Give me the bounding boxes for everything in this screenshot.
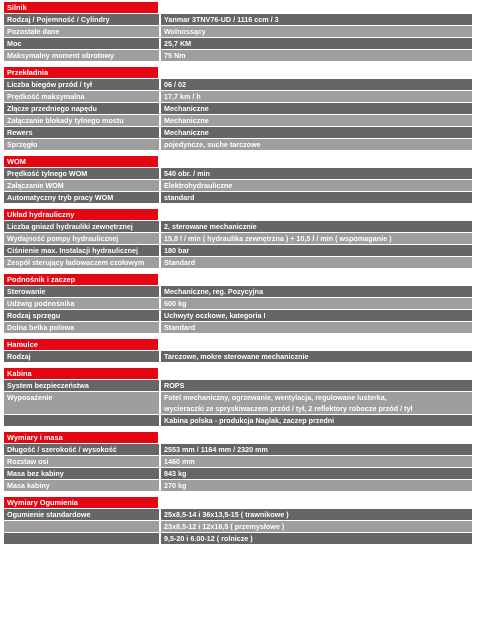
spec-label: Sprzęgło <box>4 139 159 150</box>
spec-label: Rodzaj / Pojemność / Cylindry <box>4 14 159 25</box>
section-title: Przekładnia <box>4 67 158 78</box>
spec-row <box>4 444 472 455</box>
spec-label: Automatyczny tryb pracy WOM <box>4 192 159 203</box>
spec-value-line: 843 kg <box>164 469 187 478</box>
spec-sheet <box>4 2 472 550</box>
spec-row <box>4 192 472 203</box>
spec-value-line: Tarczowe, mokre sterowane mechanicznie <box>164 352 309 361</box>
spec-value-line: Wolnossący <box>164 27 206 36</box>
spec-row <box>4 298 472 309</box>
spec-row <box>4 168 472 179</box>
spec-value <box>161 168 472 179</box>
spec-row <box>4 415 472 426</box>
spec-label: Ciśnienie max. Instalacji hydraulicznej <box>4 245 159 256</box>
spec-row <box>4 245 472 256</box>
spec-value-line: 25,7 KM <box>164 39 192 48</box>
spec-value-line: Yanmar 3TNV76-UD / 1116 ccm / 3 <box>164 15 279 24</box>
spec-value <box>161 115 472 126</box>
spec-row <box>4 115 472 126</box>
spec-row <box>4 14 472 25</box>
spec-label: Długość / szerokość / wysokość <box>4 444 159 455</box>
spec-label: Maksymalny moment obrotowy <box>4 50 159 61</box>
spec-row <box>4 392 472 414</box>
spec-value-line: Uchwyty oczkowe, kategoria I <box>164 311 266 320</box>
section-7 <box>4 432 472 491</box>
spec-value <box>161 298 472 309</box>
spec-label: Zespół sterujący ładowaczem czołowym <box>4 257 159 268</box>
section-2 <box>4 156 472 203</box>
spec-value <box>161 50 472 61</box>
spec-value-line: pojedyncze, suche tarczowe <box>164 140 261 149</box>
spec-row <box>4 103 472 114</box>
spec-value <box>161 180 472 191</box>
section-title: Hamulce <box>4 339 158 350</box>
spec-value <box>161 221 472 232</box>
spec-label: Dolna belka polowa <box>4 322 159 333</box>
spec-label: Rewers <box>4 127 159 138</box>
spec-label <box>4 415 159 426</box>
spec-value <box>161 14 472 25</box>
spec-value-line: Mechaniczne <box>164 104 209 113</box>
spec-row <box>4 310 472 321</box>
spec-label: Pozostałe dane <box>4 26 159 37</box>
spec-row <box>4 139 472 150</box>
spec-label: Sterowanie <box>4 286 159 297</box>
spec-value-line: Standard <box>164 258 196 267</box>
spec-value <box>161 79 472 90</box>
section-title: Układ hydrauliczny <box>4 209 158 220</box>
spec-value-line: wycieraczki ze spryskiwaczem przód / tył, 2 reflektory robocze przód / tył <box>164 404 413 413</box>
spec-value-line: Standard <box>164 323 196 332</box>
spec-value <box>161 509 472 520</box>
spec-value <box>161 26 472 37</box>
spec-label: Ogumienie standardowe <box>4 509 159 520</box>
spec-row <box>4 221 472 232</box>
spec-value-line: Mechaniczne, reg. Pozycyjna <box>164 287 264 296</box>
spec-value <box>161 415 472 426</box>
spec-row <box>4 79 472 90</box>
spec-value-line: 17,7 km / h <box>164 92 201 101</box>
spec-label: Liczba gniazd hydrauliki zewnętrznej <box>4 221 159 232</box>
section-title: Wymiary i masa <box>4 432 158 443</box>
spec-row <box>4 468 472 479</box>
spec-value-line: Elektrohydrauliczne <box>164 181 233 190</box>
section-title: Podnośnik i zaczep <box>4 274 158 285</box>
spec-label: Rodzaj <box>4 351 159 362</box>
spec-value-line: 1460 mm <box>164 457 195 466</box>
spec-label: Moc <box>4 38 159 49</box>
section-8 <box>4 497 472 544</box>
spec-label: Załączanie WOM <box>4 180 159 191</box>
spec-label: Prędkość tylnego WOM <box>4 168 159 179</box>
spec-row <box>4 533 472 544</box>
spec-value-line: 25x8,5-14 i 36x13,5-15 ( trawnikowe ) <box>164 510 289 519</box>
spec-row <box>4 257 472 268</box>
spec-label: Masa kabiny <box>4 480 159 491</box>
spec-row <box>4 180 472 191</box>
spec-value-line: ROPS <box>164 381 185 390</box>
spec-value-line: 9,5-20 i 6.00-12 ( rolnicze ) <box>164 534 253 543</box>
spec-label <box>4 521 159 532</box>
spec-value <box>161 310 472 321</box>
spec-label: Prędkość maksymalna <box>4 91 159 102</box>
spec-value <box>161 91 472 102</box>
section-1 <box>4 67 472 150</box>
spec-value <box>161 257 472 268</box>
section-title: Silnik <box>4 2 158 13</box>
spec-value <box>161 480 472 491</box>
section-title: WOM <box>4 156 158 167</box>
spec-value-line: standard <box>164 193 195 202</box>
section-0 <box>4 2 472 61</box>
spec-label: Masa bez kabiny <box>4 468 159 479</box>
spec-label: Załączanie blokady tylnego mostu <box>4 115 159 126</box>
spec-value <box>161 286 472 297</box>
spec-value-line: Fotel mechaniczny, ogrzewanie, wentylacja, regulowane lusterka, <box>164 393 387 402</box>
spec-label: Wyposażenie <box>4 392 159 414</box>
spec-value-line: 23x8,5-12 i 12x16,5 ( przemysłowe ) <box>164 522 285 531</box>
spec-value <box>161 38 472 49</box>
spec-label: Rozstaw osi <box>4 456 159 467</box>
spec-row <box>4 50 472 61</box>
spec-value <box>161 444 472 455</box>
spec-row <box>4 322 472 333</box>
spec-value <box>161 103 472 114</box>
spec-row <box>4 233 472 244</box>
spec-row <box>4 351 472 362</box>
spec-value <box>161 521 472 532</box>
section-6 <box>4 368 472 426</box>
spec-label: Wydajność pompy hydraulicznej <box>4 233 159 244</box>
spec-value <box>161 533 472 544</box>
section-title: Wymiary Ogumienia <box>4 497 158 508</box>
spec-value-line: 2553 mm / 1164 mm / 2320 mm <box>164 445 268 454</box>
spec-value <box>161 456 472 467</box>
section-4 <box>4 274 472 333</box>
spec-row <box>4 91 472 102</box>
spec-value-line: 06 / 02 <box>164 80 186 89</box>
spec-value <box>161 380 472 391</box>
spec-value-line: 180 bar <box>164 246 190 255</box>
section-5 <box>4 339 472 362</box>
spec-value-line: Mechaniczne <box>164 116 209 125</box>
spec-label: Złącze przedniego napędu <box>4 103 159 114</box>
spec-value <box>161 392 472 414</box>
spec-row <box>4 380 472 391</box>
spec-row <box>4 480 472 491</box>
spec-row <box>4 127 472 138</box>
spec-label: Rodzaj sprzęgu <box>4 310 159 321</box>
spec-label: Liczba biegów przód / tył <box>4 79 159 90</box>
spec-value <box>161 127 472 138</box>
spec-label: Udźwig podnośnika <box>4 298 159 309</box>
spec-row <box>4 509 472 520</box>
spec-value <box>161 351 472 362</box>
spec-value <box>161 468 472 479</box>
spec-value-line: 270 kg <box>164 481 187 490</box>
spec-row <box>4 26 472 37</box>
spec-value-line: 600 kg <box>164 299 187 308</box>
section-3 <box>4 209 472 268</box>
spec-label <box>4 533 159 544</box>
section-title: Kabina <box>4 368 158 379</box>
spec-value <box>161 233 472 244</box>
spec-value <box>161 192 472 203</box>
spec-row <box>4 456 472 467</box>
spec-value-line: 15,8 l / min ( hydraulika zewnętrzna ) + 10,5 l / min ( wspomaganie ) <box>164 234 392 243</box>
spec-row <box>4 521 472 532</box>
spec-row <box>4 38 472 49</box>
spec-row <box>4 286 472 297</box>
spec-value <box>161 139 472 150</box>
spec-value-line: Mechaniczne <box>164 128 209 137</box>
spec-value <box>161 245 472 256</box>
spec-value-line: 2, sterowane mechanicznie <box>164 222 257 231</box>
spec-value-line: 540 obr. / min <box>164 169 210 178</box>
spec-value <box>161 322 472 333</box>
spec-label: System bezpieczeństwa <box>4 380 159 391</box>
spec-value-line: 75 Nm <box>164 51 186 60</box>
spec-value-line: Kabina polska - produkcja Naglak, zaczep przedni <box>164 416 335 425</box>
